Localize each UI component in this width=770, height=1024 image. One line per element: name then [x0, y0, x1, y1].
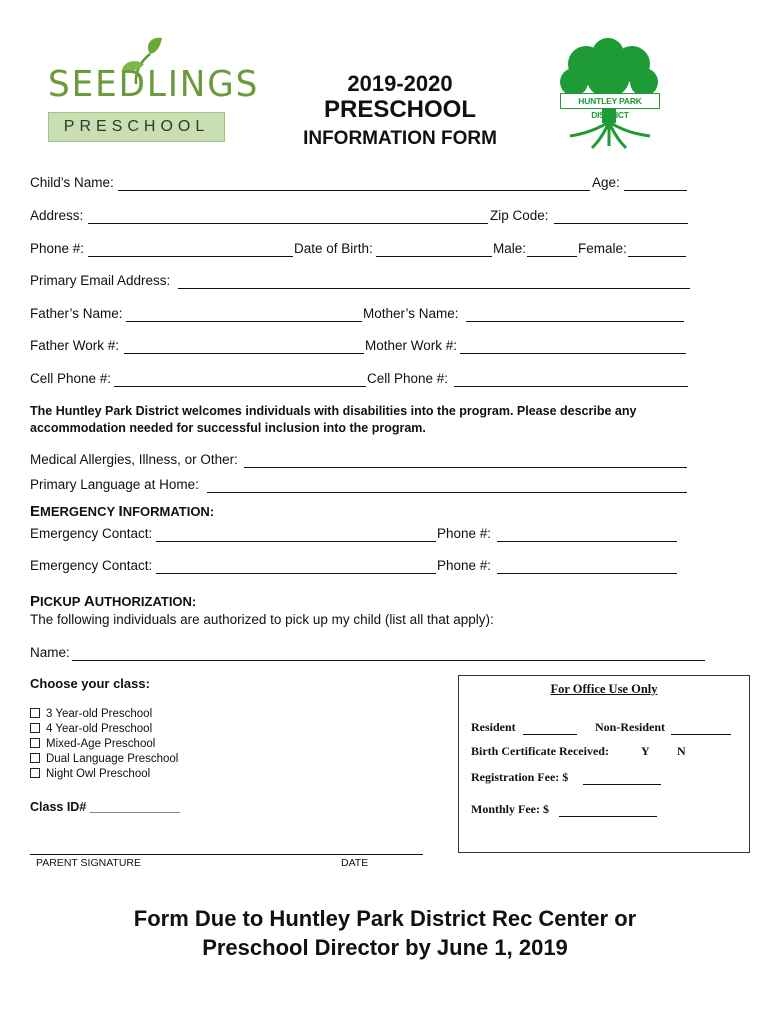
emergency-contact-1-label: Emergency Contact:: [30, 526, 153, 541]
date-label: DATE: [341, 857, 369, 869]
registration-fee-label: Registration Fee: $: [471, 770, 569, 784]
pickup-description: The following individuals are authorized to pick up my child (list all that apply):: [30, 612, 494, 627]
female-field[interactable]: [628, 256, 686, 257]
male-field[interactable]: [527, 256, 577, 257]
huntley-park-district-logo: [556, 38, 662, 150]
choose-class-title: Choose your class:: [30, 676, 150, 691]
checkbox-icon[interactable]: [30, 768, 40, 778]
preschool-label: PRESCHOOL: [63, 118, 210, 135]
cell-phone-1-label: Cell Phone #:: [30, 371, 112, 386]
emergency-phone-2-field[interactable]: [497, 573, 677, 574]
form-year: 2019-2020: [347, 71, 453, 96]
father-name-label: Father’s Name:: [30, 306, 123, 321]
birth-certificate-label: Birth Certificate Received:: [471, 744, 609, 758]
checkbox-icon[interactable]: [30, 738, 40, 748]
medical-label: Medical Allergies, Illness, or Other:: [30, 452, 238, 467]
address-field[interactable]: [88, 223, 488, 224]
emergency-phone-2-label: Phone #:: [437, 558, 492, 573]
child-name-label: Child’s Name:: [30, 175, 114, 190]
parent-signature-label: PARENT SIGNATURE: [36, 857, 142, 869]
medical-field[interactable]: [244, 467, 687, 468]
emergency-phone-1-field[interactable]: [497, 541, 677, 542]
pickup-name-field[interactable]: [72, 660, 705, 661]
checkbox-icon[interactable]: [30, 708, 40, 718]
emergency-phone-1-label: Phone #:: [437, 526, 492, 541]
due-notice-line-1: Form Due to Huntley Park District Rec Center or: [133, 906, 637, 931]
mother-work-label: Mother Work #:: [365, 338, 458, 353]
emergency-section-title: EMERGENCY INFORMATION:: [30, 503, 215, 520]
checkbox-icon[interactable]: [30, 723, 40, 733]
class-id-field[interactable]: Class ID# _____________: [30, 800, 181, 814]
seedlings-logo: [40, 32, 260, 144]
office-use-box: [458, 675, 750, 853]
class-option-night-owl[interactable]: Night Owl Preschool: [30, 768, 150, 780]
monthly-fee-label: Monthly Fee: $: [471, 802, 549, 816]
disability-notice: The Huntley Park District welcomes individuals with disabilities into the program. Please describe any accommodation needed for successful inclusion into the program.: [30, 404, 637, 435]
pickup-section-title: PICKUP AUTHORIZATION:: [30, 593, 197, 610]
form-program: PRESCHOOL: [323, 96, 476, 123]
mother-work-field[interactable]: [460, 353, 686, 354]
email-label: Primary Email Address:: [30, 273, 171, 288]
father-name-field[interactable]: [126, 321, 362, 322]
dob-label: Date of Birth:: [294, 241, 373, 256]
emergency-contact-2-label: Emergency Contact:: [30, 558, 153, 573]
checkbox-icon[interactable]: [30, 753, 40, 763]
language-field[interactable]: [207, 492, 687, 493]
class-option-dual-language[interactable]: Dual Language Preschool: [30, 753, 178, 765]
seedlings-wordmark: SEEDLINGS: [48, 64, 260, 105]
class-option-4-year[interactable]: 4 Year-old Preschool: [30, 723, 152, 735]
age-label: Age:: [592, 175, 620, 190]
monthly-fee-field[interactable]: [559, 816, 657, 817]
zip-field[interactable]: [554, 223, 688, 224]
page-title: INFORMATION FORM: [303, 128, 497, 149]
non-resident-field[interactable]: [671, 734, 731, 735]
pickup-name-label: Name:: [30, 645, 70, 660]
mother-name-label: Mother’s Name:: [363, 306, 459, 321]
class-option-3-year[interactable]: 3 Year-old Preschool: [30, 708, 152, 720]
cell-phone-1-field[interactable]: [114, 386, 366, 387]
emergency-contact-1-field[interactable]: [156, 541, 436, 542]
father-work-label: Father Work #:: [30, 338, 120, 353]
resident-label: Resident: [471, 720, 516, 734]
phone-field[interactable]: [88, 256, 293, 257]
cell-phone-2-label: Cell Phone #:: [367, 371, 449, 386]
emergency-contact-2-field[interactable]: [156, 573, 436, 574]
age-field[interactable]: [624, 190, 687, 191]
language-label: Primary Language at Home:: [30, 477, 199, 492]
district-banner: [560, 93, 660, 120]
child-name-field[interactable]: [118, 190, 590, 191]
birth-certificate-yes[interactable]: Y: [641, 744, 650, 758]
registration-fee-field[interactable]: [583, 784, 661, 785]
email-field[interactable]: [178, 288, 690, 289]
class-option-mixed-age[interactable]: Mixed-Age Preschool: [30, 738, 155, 750]
dob-field[interactable]: [376, 256, 492, 257]
cell-phone-2-field[interactable]: [454, 386, 688, 387]
address-label: Address:: [30, 208, 84, 223]
male-label: Male:: [493, 241, 527, 256]
birth-certificate-no[interactable]: N: [677, 744, 686, 758]
father-work-field[interactable]: [124, 353, 364, 354]
female-label: Female:: [578, 241, 627, 256]
resident-field[interactable]: [523, 734, 577, 735]
non-resident-label: Non-Resident: [595, 720, 666, 734]
office-use-title: For Office Use Only: [550, 682, 658, 696]
district-name: HUNTLEY PARK DISTRICT: [578, 96, 642, 120]
preschool-label-box: [48, 112, 225, 142]
mother-name-field[interactable]: [466, 321, 684, 322]
zip-label: Zip Code:: [490, 208, 549, 223]
due-notice-line-2: Preschool Director by June 1, 2019: [202, 935, 568, 960]
parent-signature-line[interactable]: [30, 854, 423, 855]
phone-label: Phone #:: [30, 241, 85, 256]
